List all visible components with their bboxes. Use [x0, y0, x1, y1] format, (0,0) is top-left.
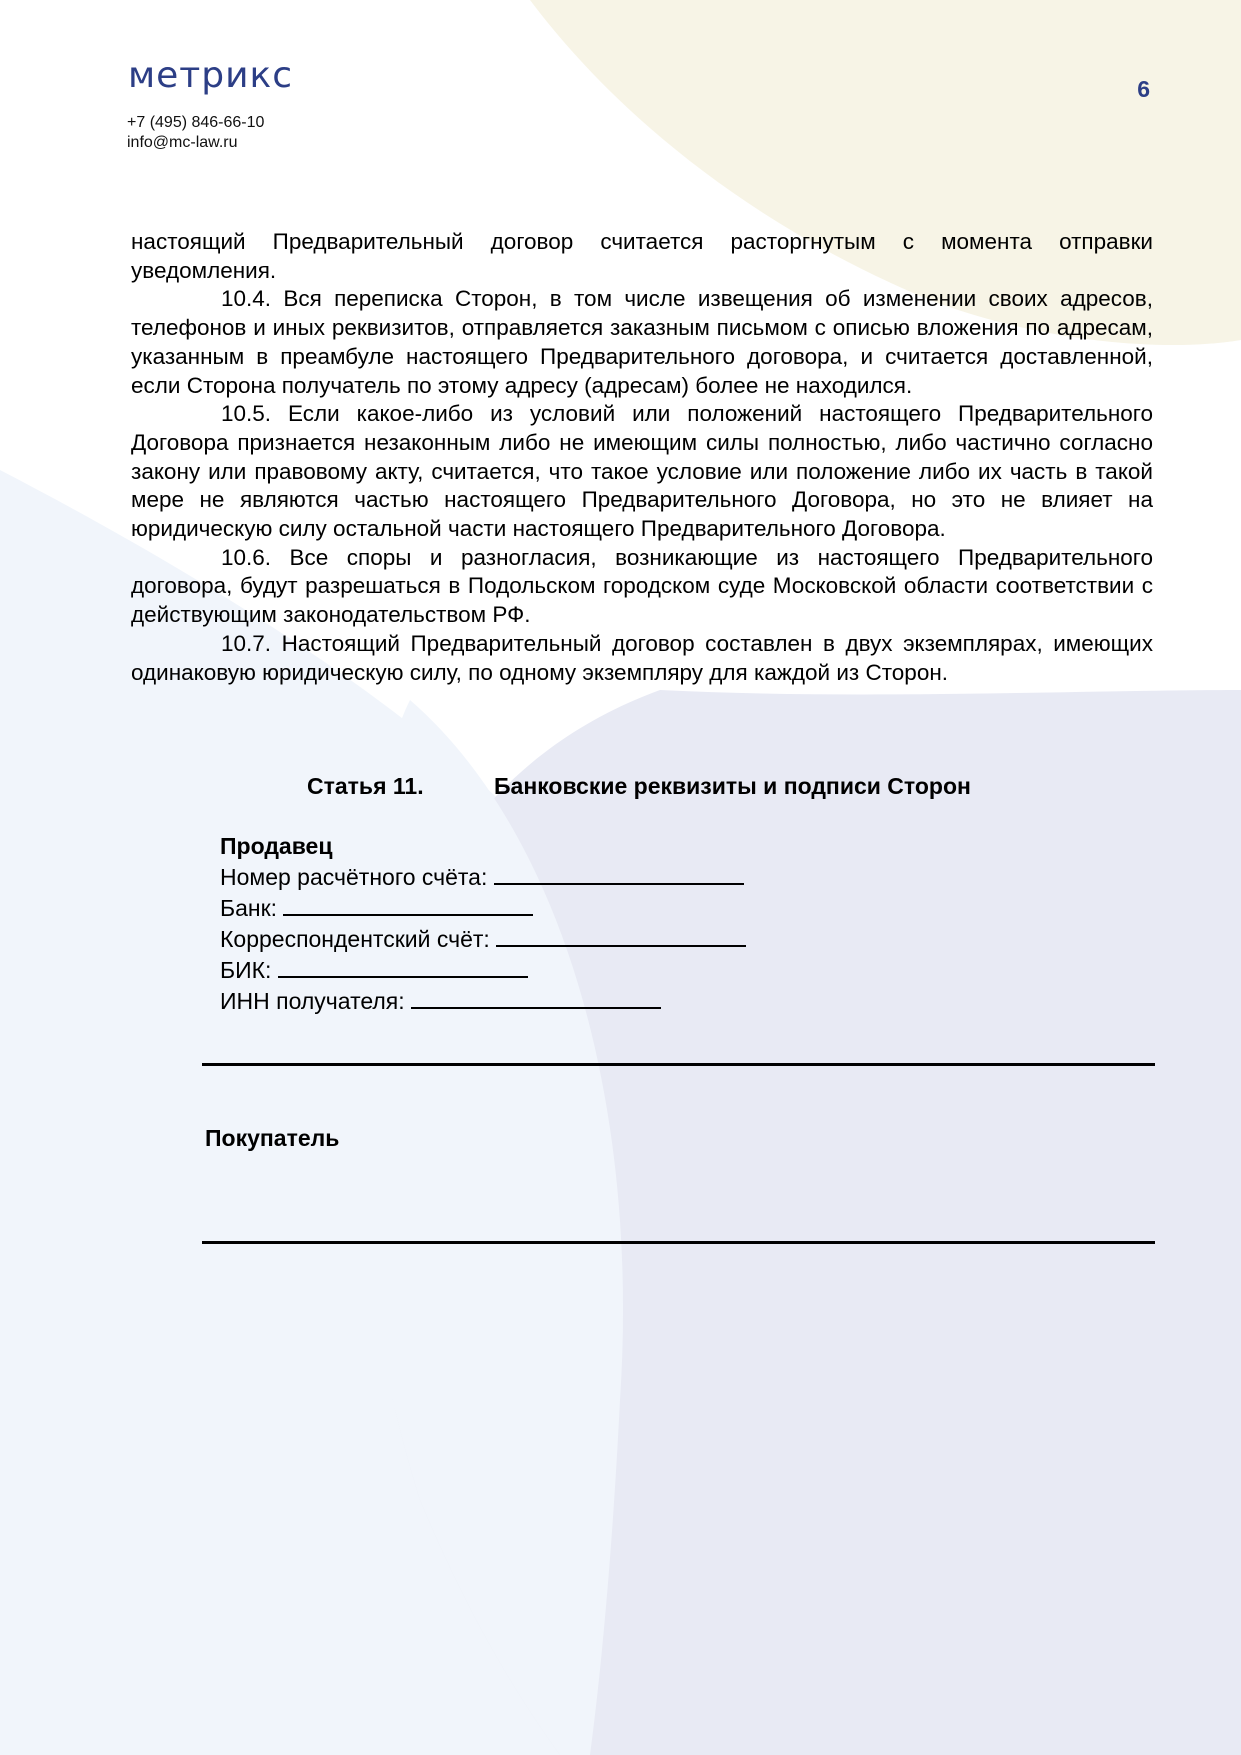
- contract-body: [131, 228, 1153, 687]
- page-number: 6: [1137, 76, 1150, 102]
- contact-info: [127, 113, 264, 153]
- email-address: info@mc-law.ru: [127, 134, 238, 151]
- correspondent-account-label: Корреспондентский счёт:: [220, 926, 490, 952]
- account-number-label: Номер расчётного счёта:: [220, 864, 488, 890]
- article-title: Банковские реквизиты и подписи Сторон: [494, 773, 971, 799]
- continuation-paragraph: настоящий Предварительный договор считается расторгнутым с момента отправки уведомления.: [131, 229, 1153, 283]
- inn-row: [220, 985, 746, 1016]
- bik-blank[interactable]: [278, 954, 528, 978]
- bank-label: Банк:: [220, 895, 278, 921]
- clause-10-7: 10.7. Настоящий Предварительный договор составлен в двух экземплярах, имеющих одинаковую юридическую силу, по одному экземпляру для каждой из Сторон.: [131, 630, 1153, 685]
- seller-heading: Продавец: [220, 833, 333, 859]
- bik-row: [220, 954, 746, 985]
- buyer-signature-line: [202, 1241, 1155, 1244]
- account-number-blank[interactable]: [494, 861, 744, 885]
- article-number: Статья 11.: [307, 773, 424, 799]
- clause-10-4: 10.4. Вся переписка Сторон, в том числе извещения об изменении своих адресов, телефонов и иных реквизитов, отправляется заказным письмом с описью вложения по адресам, указанным в преамбуле настоящего Предварительного договора, и считается доставленной, если Сторона получатель по этому адресу (адресам) более не находился.: [131, 286, 1153, 398]
- seller-details: [220, 832, 746, 1016]
- buyer-heading: Покупатель: [205, 1125, 340, 1151]
- bik-label: БИК:: [220, 957, 272, 983]
- seller-signature-line: [202, 1063, 1155, 1066]
- correspondent-account-blank[interactable]: [496, 923, 746, 947]
- phone-number: +7 (495) 846-66-10: [127, 114, 265, 131]
- clause-10-6: 10.6. Все споры и разногласия, возникающие из настоящего Предварительного договора, будут разрешаться в Подольском городском суде Московской области соответствии с действующим законодательством РФ.: [131, 544, 1153, 628]
- bank-blank[interactable]: [283, 892, 533, 916]
- inn-label: ИНН получателя:: [220, 988, 405, 1014]
- company-logo: метрикс: [128, 55, 294, 96]
- clause-10-5: 10.5. Если какое-либо из условий или положений настоящего Предварительного Договора признается незаконным либо не имеющим силы полностью, либо частично согласно закону или правовому акту, считается, что такое условие или положение либо их часть в такой мере не являются частью настоящего Предварительного Договора, но это не влияет на юридическую силу остальной части настоящего Предварительного Договора.: [131, 401, 1153, 542]
- inn-blank[interactable]: [411, 985, 661, 1009]
- account-number-row: [220, 861, 746, 892]
- correspondent-account-row: [220, 923, 746, 954]
- bank-row: [220, 892, 746, 923]
